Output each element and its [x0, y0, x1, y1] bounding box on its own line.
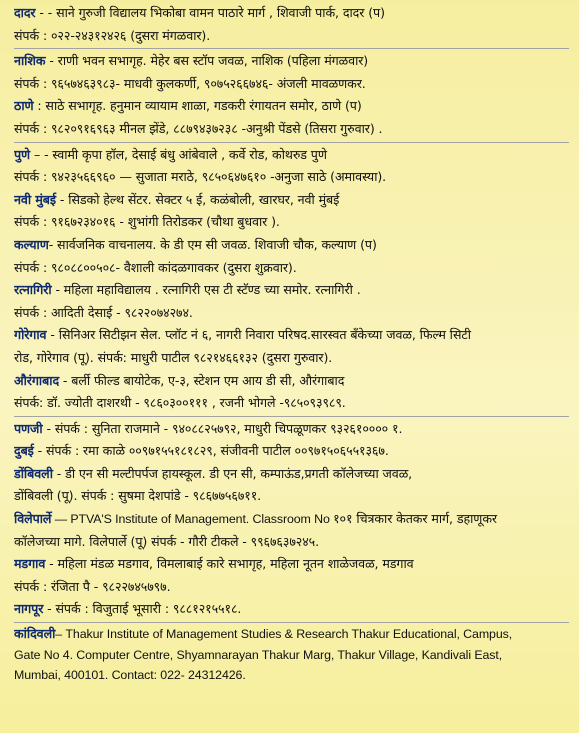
divider: [14, 416, 569, 417]
contact-text: संपर्क : रंजिता पै - ९८२२७४५७९७.: [14, 578, 171, 594]
city-name: दुबई: [14, 443, 34, 459]
address-text: - महिला महाविद्यालय . रत्नागिरी एस टी स्टॅण्ड च्या समोर. रत्नागिरी .: [51, 282, 361, 298]
address-text: Gate No 4. Computer Centre, Shyamnarayan Thakur Marg, Thakur Village, Kandivali East,: [14, 647, 503, 662]
city-name: रत्नागिरी: [14, 282, 52, 298]
address-text: - - साने गुरुजी विद्यालय भिकोबा वामन पाठारे मार्ग , शिवाजी पार्क, दादर (प): [35, 5, 385, 20]
divider: [14, 48, 569, 49]
city-name: पुणे: [14, 146, 31, 162]
entry-navi-mumbai: [14, 189, 569, 234]
entry-thane: [14, 95, 569, 140]
city-name: ठाणे: [14, 98, 34, 114]
contact-text: संपर्क : ९६५७४६३९८३- माधवी कुलकर्णी, ९०७५२६६७४६- अंजली मावळणकर.: [14, 75, 366, 91]
entry-ratnagiri: [14, 279, 569, 324]
address-text: - महिला मंडळ मडगाव, विमलाबाई कारे सभागृह, महिला नूतन शाळेजवळ, मडगाव: [45, 556, 414, 572]
address-text: – Thakur Institute of Management Studies & Research Thakur Educational, Campus,: [55, 627, 513, 642]
entry-dubai: [14, 440, 569, 463]
address-text: - सिनिअर सिटीझन सेल. प्लॉट नं ६, नागरी निवारा परिषद.सारस्वत बँकेच्या जवळ, फिल्म सिटी: [46, 327, 471, 343]
city-name: नवी मुंबई: [14, 191, 56, 207]
contact-text: रोड, गोरेगाव (पू). संपर्क: माधुरी पाटील ९८२१४६६१३२ (दुसरा गुरुवार).: [14, 349, 333, 365]
city-name: पणजी: [14, 420, 43, 436]
city-name: औरंगाबाद: [14, 372, 60, 388]
divider: [14, 622, 569, 623]
address-text: – - स्वामी कृपा हॉल, देसाई बंधु आंबेवाले , कर्वे रोड, कोथरुड पुणे: [30, 146, 327, 162]
address-text: - बर्ली फील्ड बायोटेक, ए-३, स्टेशन एम आय डी सी, औरंगाबाद: [59, 372, 345, 388]
entry-panaji: [14, 418, 569, 441]
address-text-english: — PTVA'S Institute of Management. Classroom No: [51, 512, 334, 527]
contact-text: - संपर्क : सुनिता राजमाने - ९४०८८२५७९२, माधुरी चिपळूणकर ९३२६१०००० १.: [42, 420, 403, 436]
contact-text: संपर्क: डॉ. ज्योती दाशरथी - ९८६०३००१११ , रजनी भोगले -९८५०९३९८९.: [14, 395, 346, 411]
contact-text: संपर्क : ९४२३५६६९६० — सुजाता मराठे, ९८५०६४७६१० -अनुजा साठे (अमावस्या).: [14, 169, 387, 185]
contact-text: संपर्क : ९८०८८००५०८- वैशाली कांदळगावकर (दुसरा शुक्रवार).: [14, 259, 297, 275]
city-name: दादर: [14, 5, 36, 20]
address-text: १०१ चित्रकार केतकर मार्ग, डहाणूकर: [333, 511, 497, 527]
city-name: कांदिवली: [14, 626, 56, 642]
entry-dombivli: [14, 463, 569, 508]
entry-nashik: [14, 50, 569, 95]
entry-kandivali: [14, 624, 569, 686]
city-name: नागपूर: [14, 601, 44, 617]
address-text: - डी एन सी मल्टीपर्पज हायस्कूल. डी एन सी, कम्पाऊंड,प्रगती कॉलेजच्या जवळ,: [52, 465, 413, 481]
contact-text: डोंबिवली (पू). संपर्क : सुषमा देशपांडे - ९८६७७५६७११.: [14, 488, 262, 504]
contact-text: Mumbai, 400101. Contact: 022- 24312426.: [14, 668, 246, 683]
entry-aurangabad: [14, 370, 569, 415]
entry-vile-parle: [14, 508, 569, 553]
contact-text: संपर्क : आदिती देसाई - ९८२२०७४२७४.: [14, 304, 193, 320]
address-text: - सिडको हेल्थ सेंटर. सेक्टर ५ ई, कळंबोली, खारघर, नवी मुंबई: [55, 191, 340, 207]
contact-text: - संपर्क : विजुताई भूसारी : ९८८१२१५५१८.: [43, 601, 242, 617]
city-name: कल्याण: [14, 236, 49, 252]
entry-madgaon: [14, 553, 569, 598]
city-name: मडगाव: [14, 556, 46, 572]
entry-dadar: [14, 2, 569, 47]
city-name: नाशिक: [14, 53, 46, 69]
address-text: - राणी भवन सभागृह. मेहेर बस स्टॉप जवळ, नाशिक (पहिला मंगळवार): [45, 53, 369, 69]
entry-kalyan: [14, 234, 569, 279]
city-name: डोंबिवली: [14, 465, 53, 481]
contact-text: - संपर्क : रमा काळे ००९७१५५१८१८२९, संजीवनी पाटील ००९७१५०६५५१३६७.: [33, 443, 389, 459]
entry-nagpur: [14, 598, 569, 621]
city-name: विलेपार्ले: [14, 511, 52, 527]
city-name: गोरेगाव: [14, 327, 47, 343]
address-text: - सार्वजनिक वाचनालय. के डी एम सी जवळ. शिवाजी चौक, कल्याण (प): [48, 236, 377, 252]
contact-text: संपर्क : ९१६७२३४०१६ - शुभांगी तिरोडकर (चौथा बुधवार ).: [14, 214, 280, 230]
divider: [14, 142, 569, 143]
address-text: : साठे सभागृह. हनुमान व्यायाम शाळा, गडकरी रंगायतन समोर, ठाणे (प): [33, 98, 362, 114]
contact-text: संपर्क : ९८२०९१६९६३ मीनल झेंडे, ८८७९४३७२३८ -अनुश्री पेंडसे (तिसरा गुरुवार) .: [14, 120, 383, 136]
entry-goregaon: [14, 324, 569, 369]
contact-text: कॉलेजच्या मागे. विलेपार्ले (पू) संपर्क - गौरी टीकले - ९९६७६३७२४५.: [14, 533, 320, 549]
entry-pune: [14, 144, 569, 189]
contact-text: संपर्क : ०२२-२४३१२४२६ (दुसरा मंगळवार).: [14, 27, 211, 43]
